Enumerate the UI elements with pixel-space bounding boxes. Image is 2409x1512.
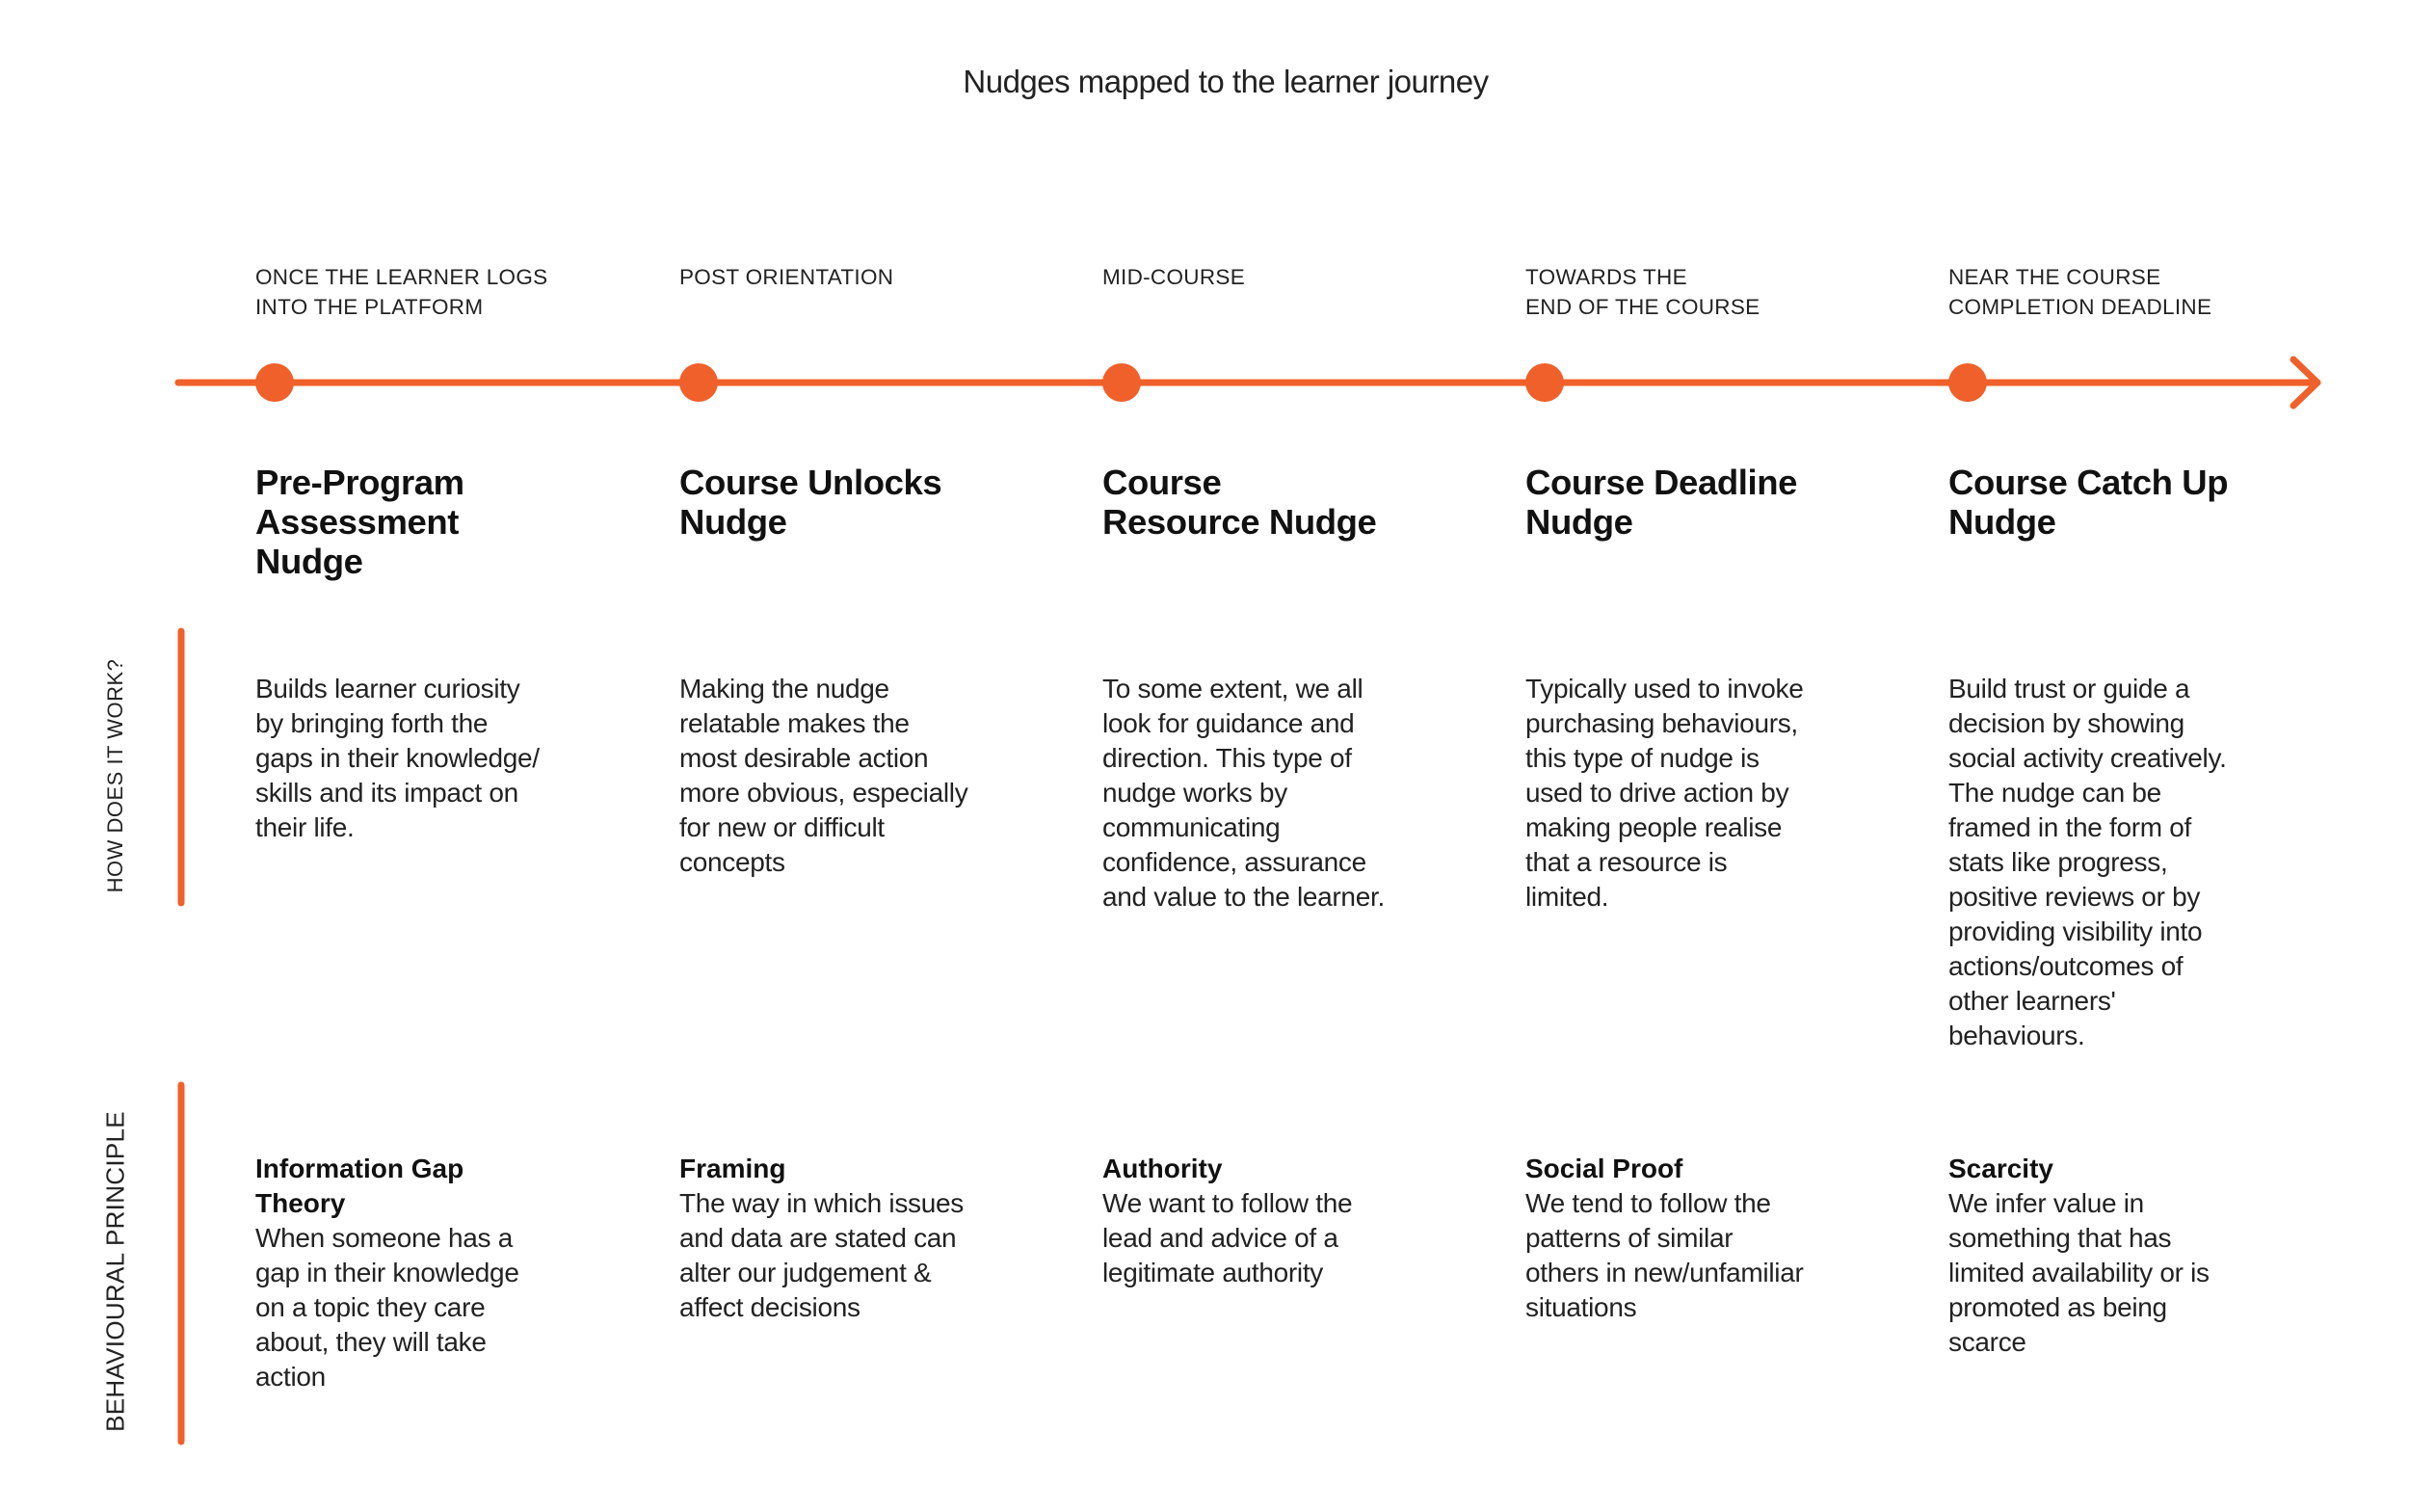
principle-block — [1102, 1152, 1469, 1290]
principle-name: Authority — [1102, 1154, 1223, 1183]
timeline-dot-5 — [1948, 363, 1987, 402]
stage-label: MID-COURSE — [1102, 265, 1245, 289]
timeline-dot-4 — [1525, 363, 1564, 402]
nudge-title: Course Deadline Nudge — [1525, 463, 1798, 542]
stage-label: POST ORIENTATION — [679, 265, 894, 289]
stage-label: TOWARDS THE END OF THE COURSE — [1525, 265, 1760, 319]
nudge-title: Course Resource Nudge — [1102, 463, 1377, 542]
row-label-principle: BEHAVIOURAL PRINCIPLE — [100, 1111, 130, 1432]
principle-description: We tend to follow the patterns of similar others in new/unfamiliar situations — [1525, 1188, 1804, 1322]
principle-block — [1948, 1152, 2315, 1360]
principle-description: The way in which issues and data are stated can alter our judgement & affect decisions — [679, 1188, 965, 1322]
timeline-dot-3 — [1102, 363, 1141, 402]
timeline-dot-1 — [255, 363, 294, 402]
how-description: Builds learner curiosity by bringing forth the gaps in their knowledge/ skills and its impact on their life. — [255, 674, 540, 842]
principle-block — [679, 1152, 1046, 1325]
timeline-dot-2 — [679, 363, 718, 402]
stage-label: ONCE THE LEARNER LOGS INTO THE PLATFORM — [255, 265, 548, 319]
nudge-title: Pre-Program Assessment Nudge — [255, 463, 464, 581]
principle-name: Information Gap Theory — [255, 1154, 464, 1218]
principle-name: Framing — [679, 1154, 786, 1183]
how-description: Typically used to invoke purchasing behaviours, this type of nudge is used to drive action by making people realise that a resource is limited. — [1525, 674, 1804, 912]
how-description: To some extent, we all look for guidance and direction. This type of nudge works by communicating confidence, assurance and value to the learner. — [1102, 674, 1385, 912]
how-description: Making the nudge relatable makes the most desirable action more obvious, especially for new or difficult concepts — [679, 674, 968, 877]
principle-description: We want to follow the lead and advice of a legitimate authority — [1102, 1188, 1353, 1287]
principle-name: Scarcity — [1948, 1154, 2053, 1183]
row-label-how: HOW DOES IT WORK? — [103, 658, 127, 893]
stage-label: NEAR THE COURSE COMPLETION DEADLINE — [1948, 265, 2212, 319]
principle-block — [1525, 1152, 1892, 1325]
nudge-title: Course Catch Up Nudge — [1948, 463, 2229, 542]
principle-block — [255, 1152, 622, 1394]
principle-name: Social Proof — [1525, 1154, 1683, 1183]
principle-description: When someone has a gap in their knowledge on a topic they care about, they will take action — [255, 1223, 519, 1392]
nudge-title: Course Unlocks Nudge — [679, 463, 942, 542]
how-description: Build trust or guide a decision by showing social activity creatively. The nudge can be framed in the form of stats like progress, positive reviews or by providing visibility into actions/outcomes of other learners' behaviours. — [1948, 674, 2227, 1050]
principle-description: We infer value in something that has limited availability or is promoted as being scarce — [1948, 1188, 2210, 1357]
page-title: Nudges mapped to the learner journey — [963, 64, 1489, 99]
